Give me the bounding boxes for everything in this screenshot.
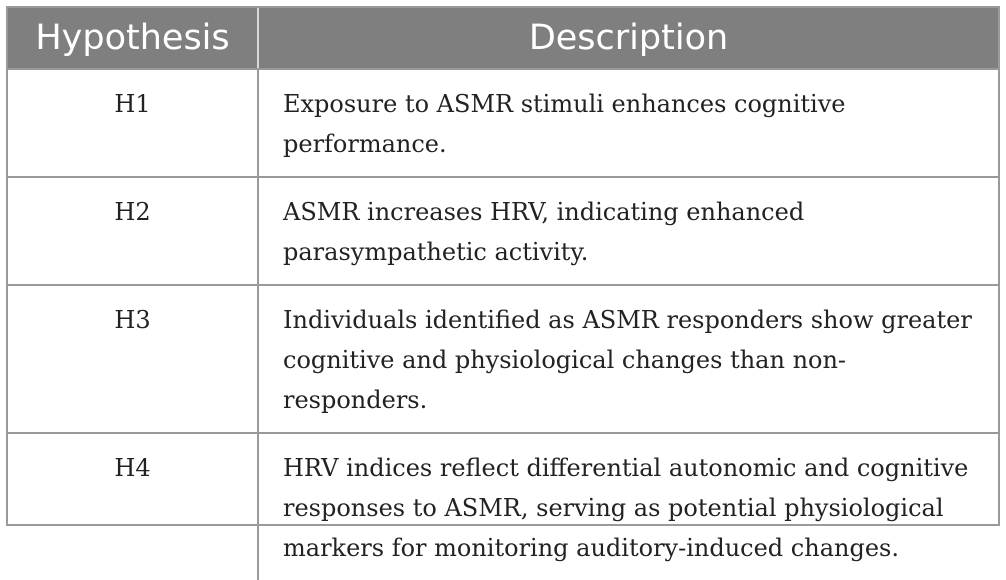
column-header-hypothesis: Hypothesis — [8, 8, 258, 69]
description-cell: HRV indices reflect differential autonomic and cognitive responses to ASMR, serving as potential physiological markers for monitoring auditory-induced changes. — [283, 454, 969, 562]
table-row — [8, 433, 998, 580]
description-cell: ASMR increases HRV, indicating enhanced parasympathetic activity. — [258, 177, 998, 285]
hypothesis-cell: H1 — [8, 69, 258, 177]
column-header-description: Description — [258, 8, 998, 69]
table-row — [8, 69, 998, 177]
description-cell: Exposure to ASMR stimuli enhances cognitive performance. — [258, 69, 998, 177]
hypothesis-cell: H2 — [8, 177, 258, 285]
table-row — [8, 285, 998, 433]
header-row — [8, 8, 998, 69]
table-row — [8, 177, 998, 285]
hypotheses-table-container — [6, 6, 1000, 562]
table-header — [8, 8, 998, 69]
table-body — [8, 69, 998, 580]
hypothesis-cell: H4 — [8, 433, 258, 580]
description-cell: Individuals identified as ASMR responders show greater cognitive and physiological changes than non-responders. — [258, 285, 998, 433]
hypothesis-cell: H3 — [8, 285, 258, 433]
hypotheses-table — [8, 8, 998, 580]
